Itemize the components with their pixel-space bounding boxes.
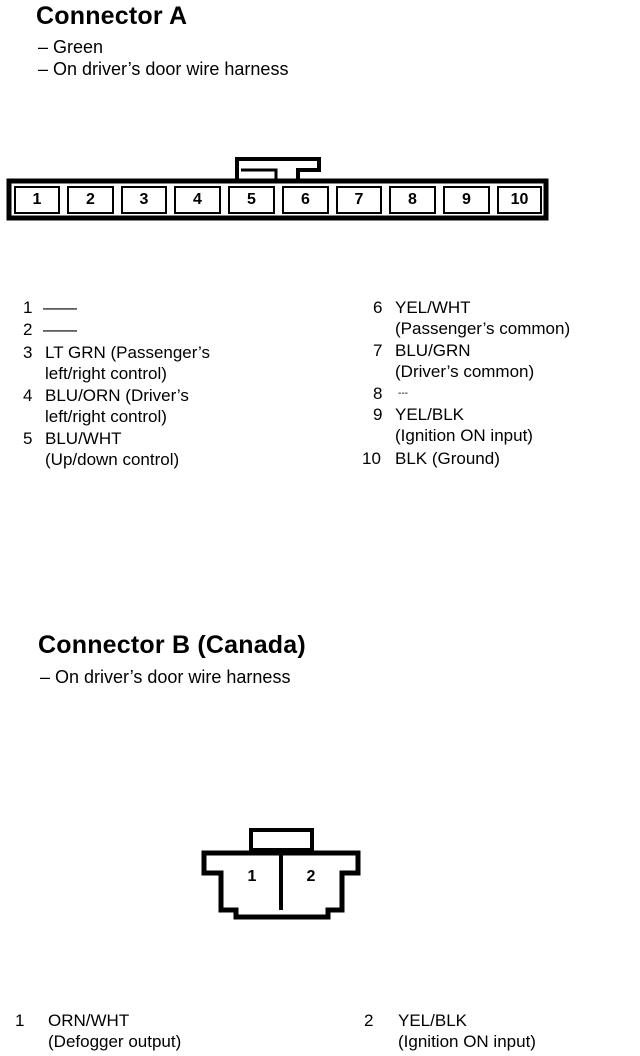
pin-description-cont: (Ignition ON input) bbox=[398, 1032, 536, 1051]
pin-description-cont: (Driver’s common) bbox=[395, 362, 535, 381]
pin-number: 1 bbox=[23, 298, 33, 317]
connector-a-cell: 1 bbox=[14, 186, 60, 214]
connector-b-cell: 2 bbox=[306, 868, 316, 885]
pin-number: 9 bbox=[373, 405, 383, 424]
pin-description-cont: (Defogger output) bbox=[48, 1032, 182, 1051]
pin-number: 5 bbox=[23, 429, 33, 448]
pin-description: —— bbox=[43, 320, 77, 339]
connector-b-title: Connector B (Canada) bbox=[38, 631, 306, 659]
pin-description: BLU/GRN bbox=[395, 341, 471, 360]
pin-description: YEL/WHT bbox=[395, 298, 471, 317]
pin-description: ORN/WHT bbox=[48, 1011, 130, 1030]
pin-description-cont: left/right control) bbox=[45, 364, 167, 383]
pin-description: BLU/WHT bbox=[45, 429, 122, 448]
connector-b-note-location: – On driver’s door wire harness bbox=[40, 667, 291, 687]
pin-description-cont: (Up/down control) bbox=[45, 450, 180, 469]
connector-a-cell: 7 bbox=[336, 186, 382, 214]
pin-description-cont: (Passenger’s common) bbox=[395, 319, 571, 338]
pin-description: BLK (Ground) bbox=[395, 449, 500, 468]
connector-a-title: Connector A bbox=[36, 2, 188, 30]
connector-b-cell: 1 bbox=[247, 868, 257, 885]
connector-a-cell: 3 bbox=[121, 186, 167, 214]
pin-description: —— bbox=[43, 298, 77, 317]
pin-description-cont: (Ignition ON input) bbox=[395, 426, 533, 445]
connector-a-note-color: – Green bbox=[38, 37, 104, 57]
pin-number: 6 bbox=[373, 298, 383, 317]
pin-number: 2 bbox=[364, 1011, 374, 1030]
pin-number: 8 bbox=[373, 384, 383, 403]
connector-a-cell: 10 bbox=[497, 186, 542, 214]
connector-a-cell: 6 bbox=[282, 186, 329, 214]
pin-description-cont: left/right control) bbox=[45, 407, 167, 426]
pin-description: YEL/BLK bbox=[395, 405, 464, 424]
connector-b-latch bbox=[251, 830, 312, 850]
pin-description: BLU/ORN (Driver’s bbox=[45, 386, 189, 405]
connector-a-cell: 5 bbox=[228, 186, 275, 214]
connector-a-note-location: – On driver’s door wire harness bbox=[38, 59, 289, 79]
connector-a-cell: 2 bbox=[67, 186, 114, 214]
pin-description: LT GRN (Passenger’s bbox=[45, 343, 211, 362]
pin-number: 10 bbox=[362, 449, 381, 468]
connector-a-cell: 4 bbox=[174, 186, 221, 214]
pin-description: --- bbox=[398, 388, 408, 399]
pin-number: 7 bbox=[373, 341, 383, 360]
pin-number: 1 bbox=[15, 1011, 25, 1030]
pin-description: YEL/BLK bbox=[398, 1011, 467, 1030]
pin-number: 4 bbox=[23, 386, 33, 405]
connector-a-cell: 8 bbox=[389, 186, 436, 214]
pin-number: 2 bbox=[23, 320, 33, 339]
pin-number: 3 bbox=[23, 343, 33, 362]
connector-a-cell: 9 bbox=[443, 186, 490, 214]
